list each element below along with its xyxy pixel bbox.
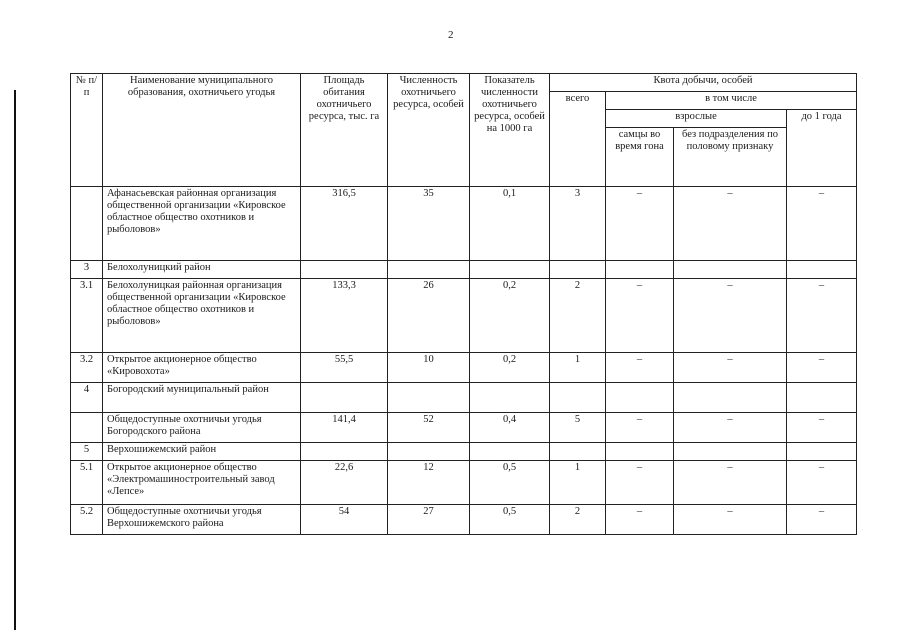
cell-under1: –	[787, 461, 857, 505]
cell-density: 0,5	[470, 461, 550, 505]
table-row	[71, 261, 857, 279]
cell-num: 5	[71, 443, 103, 461]
cell-name: Верхошижемский район	[103, 443, 301, 461]
cell-name: Открытое акционерное общество «Кировохота»	[103, 353, 301, 383]
cell-males: –	[606, 353, 674, 383]
header-count: Численность охотничьего ресурса, особей	[388, 74, 470, 187]
header-name: Наименование муниципального образования, охотничьего угодья	[103, 74, 301, 187]
cell-area: 316,5	[301, 187, 388, 261]
cell-num	[71, 413, 103, 443]
table-row	[71, 413, 857, 443]
cell-num: 3.1	[71, 279, 103, 353]
cell-males: –	[606, 413, 674, 443]
cell-nosex: –	[674, 413, 787, 443]
cell-nosex: –	[674, 353, 787, 383]
table-row	[71, 505, 857, 535]
cell-count: 10	[388, 353, 470, 383]
quota-table	[70, 73, 857, 535]
cell-total: 5	[550, 413, 606, 443]
cell-density: 0,1	[470, 187, 550, 261]
cell-name: Богородский муниципальный район	[103, 383, 301, 413]
cell-males: –	[606, 505, 674, 535]
cell-density: 0,2	[470, 353, 550, 383]
cell-nosex: –	[674, 505, 787, 535]
header-no-sex: без подразделения по половому признаку	[674, 128, 787, 187]
cell-count: 52	[388, 413, 470, 443]
cell-total: 2	[550, 505, 606, 535]
cell-area: 54	[301, 505, 388, 535]
cell-name: Белохолуницкая районная организация общественной организации «Кировское областное общество охотников и рыболовов»	[103, 279, 301, 353]
table-row	[71, 443, 857, 461]
cell-name: Общедоступные охотничьи угодья Богородского района	[103, 413, 301, 443]
cell-num: 5.1	[71, 461, 103, 505]
cell-under1: –	[787, 353, 857, 383]
table-row	[71, 383, 857, 413]
cell-males: –	[606, 279, 674, 353]
cell-nosex: –	[674, 461, 787, 505]
cell-density: 0,2	[470, 279, 550, 353]
cell-area: 133,3	[301, 279, 388, 353]
cell-density: 0,5	[470, 505, 550, 535]
cell-males: –	[606, 461, 674, 505]
cell-num	[71, 187, 103, 261]
header-total: всего	[550, 92, 606, 187]
cell-num: 5.2	[71, 505, 103, 535]
cell-count: 35	[388, 187, 470, 261]
header-num: № п/п	[71, 74, 103, 187]
header-density: Показатель численности охотничьего ресурса, особей на 1000 га	[470, 74, 550, 187]
header-area: Площадь обитания охотничьего ресурса, тыс. га	[301, 74, 388, 187]
cell-males: –	[606, 187, 674, 261]
cell-count: 26	[388, 279, 470, 353]
table-row	[71, 187, 857, 261]
cell-area: 22,6	[301, 461, 388, 505]
cell-under1: –	[787, 187, 857, 261]
cell-name: Общедоступные охотничьи угодья Верхошижемского района	[103, 505, 301, 535]
scan-edge-line	[14, 90, 16, 630]
cell-total: 3	[550, 187, 606, 261]
cell-count: 27	[388, 505, 470, 535]
cell-nosex: –	[674, 279, 787, 353]
cell-under1: –	[787, 413, 857, 443]
cell-area: 55,5	[301, 353, 388, 383]
cell-total: 1	[550, 353, 606, 383]
cell-name: Афанасьевская районная организация общественной организации «Кировское областное общество охотников и рыболовов»	[103, 187, 301, 261]
header-including: в том числе	[606, 92, 857, 110]
cell-nosex: –	[674, 187, 787, 261]
cell-count: 12	[388, 461, 470, 505]
table-row	[71, 461, 857, 505]
cell-total: 1	[550, 461, 606, 505]
cell-name: Белохолуницкий район	[103, 261, 301, 279]
cell-under1: –	[787, 505, 857, 535]
header-adults: взрослые	[606, 110, 787, 128]
table-row	[71, 279, 857, 353]
header-under-1: до 1 года	[787, 110, 857, 187]
table-row	[71, 353, 857, 383]
header-males-rut: самцы во время гона	[606, 128, 674, 187]
header-quota: Квота добычи, особей	[550, 74, 857, 92]
cell-num: 3	[71, 261, 103, 279]
cell-under1: –	[787, 279, 857, 353]
cell-name: Открытое акционерное общество «Электромашиностроительный завод «Лепсе»	[103, 461, 301, 505]
cell-total: 2	[550, 279, 606, 353]
cell-num: 3.2	[71, 353, 103, 383]
cell-num: 4	[71, 383, 103, 413]
cell-area: 141,4	[301, 413, 388, 443]
cell-density: 0,4	[470, 413, 550, 443]
page-number: 2	[448, 29, 454, 41]
